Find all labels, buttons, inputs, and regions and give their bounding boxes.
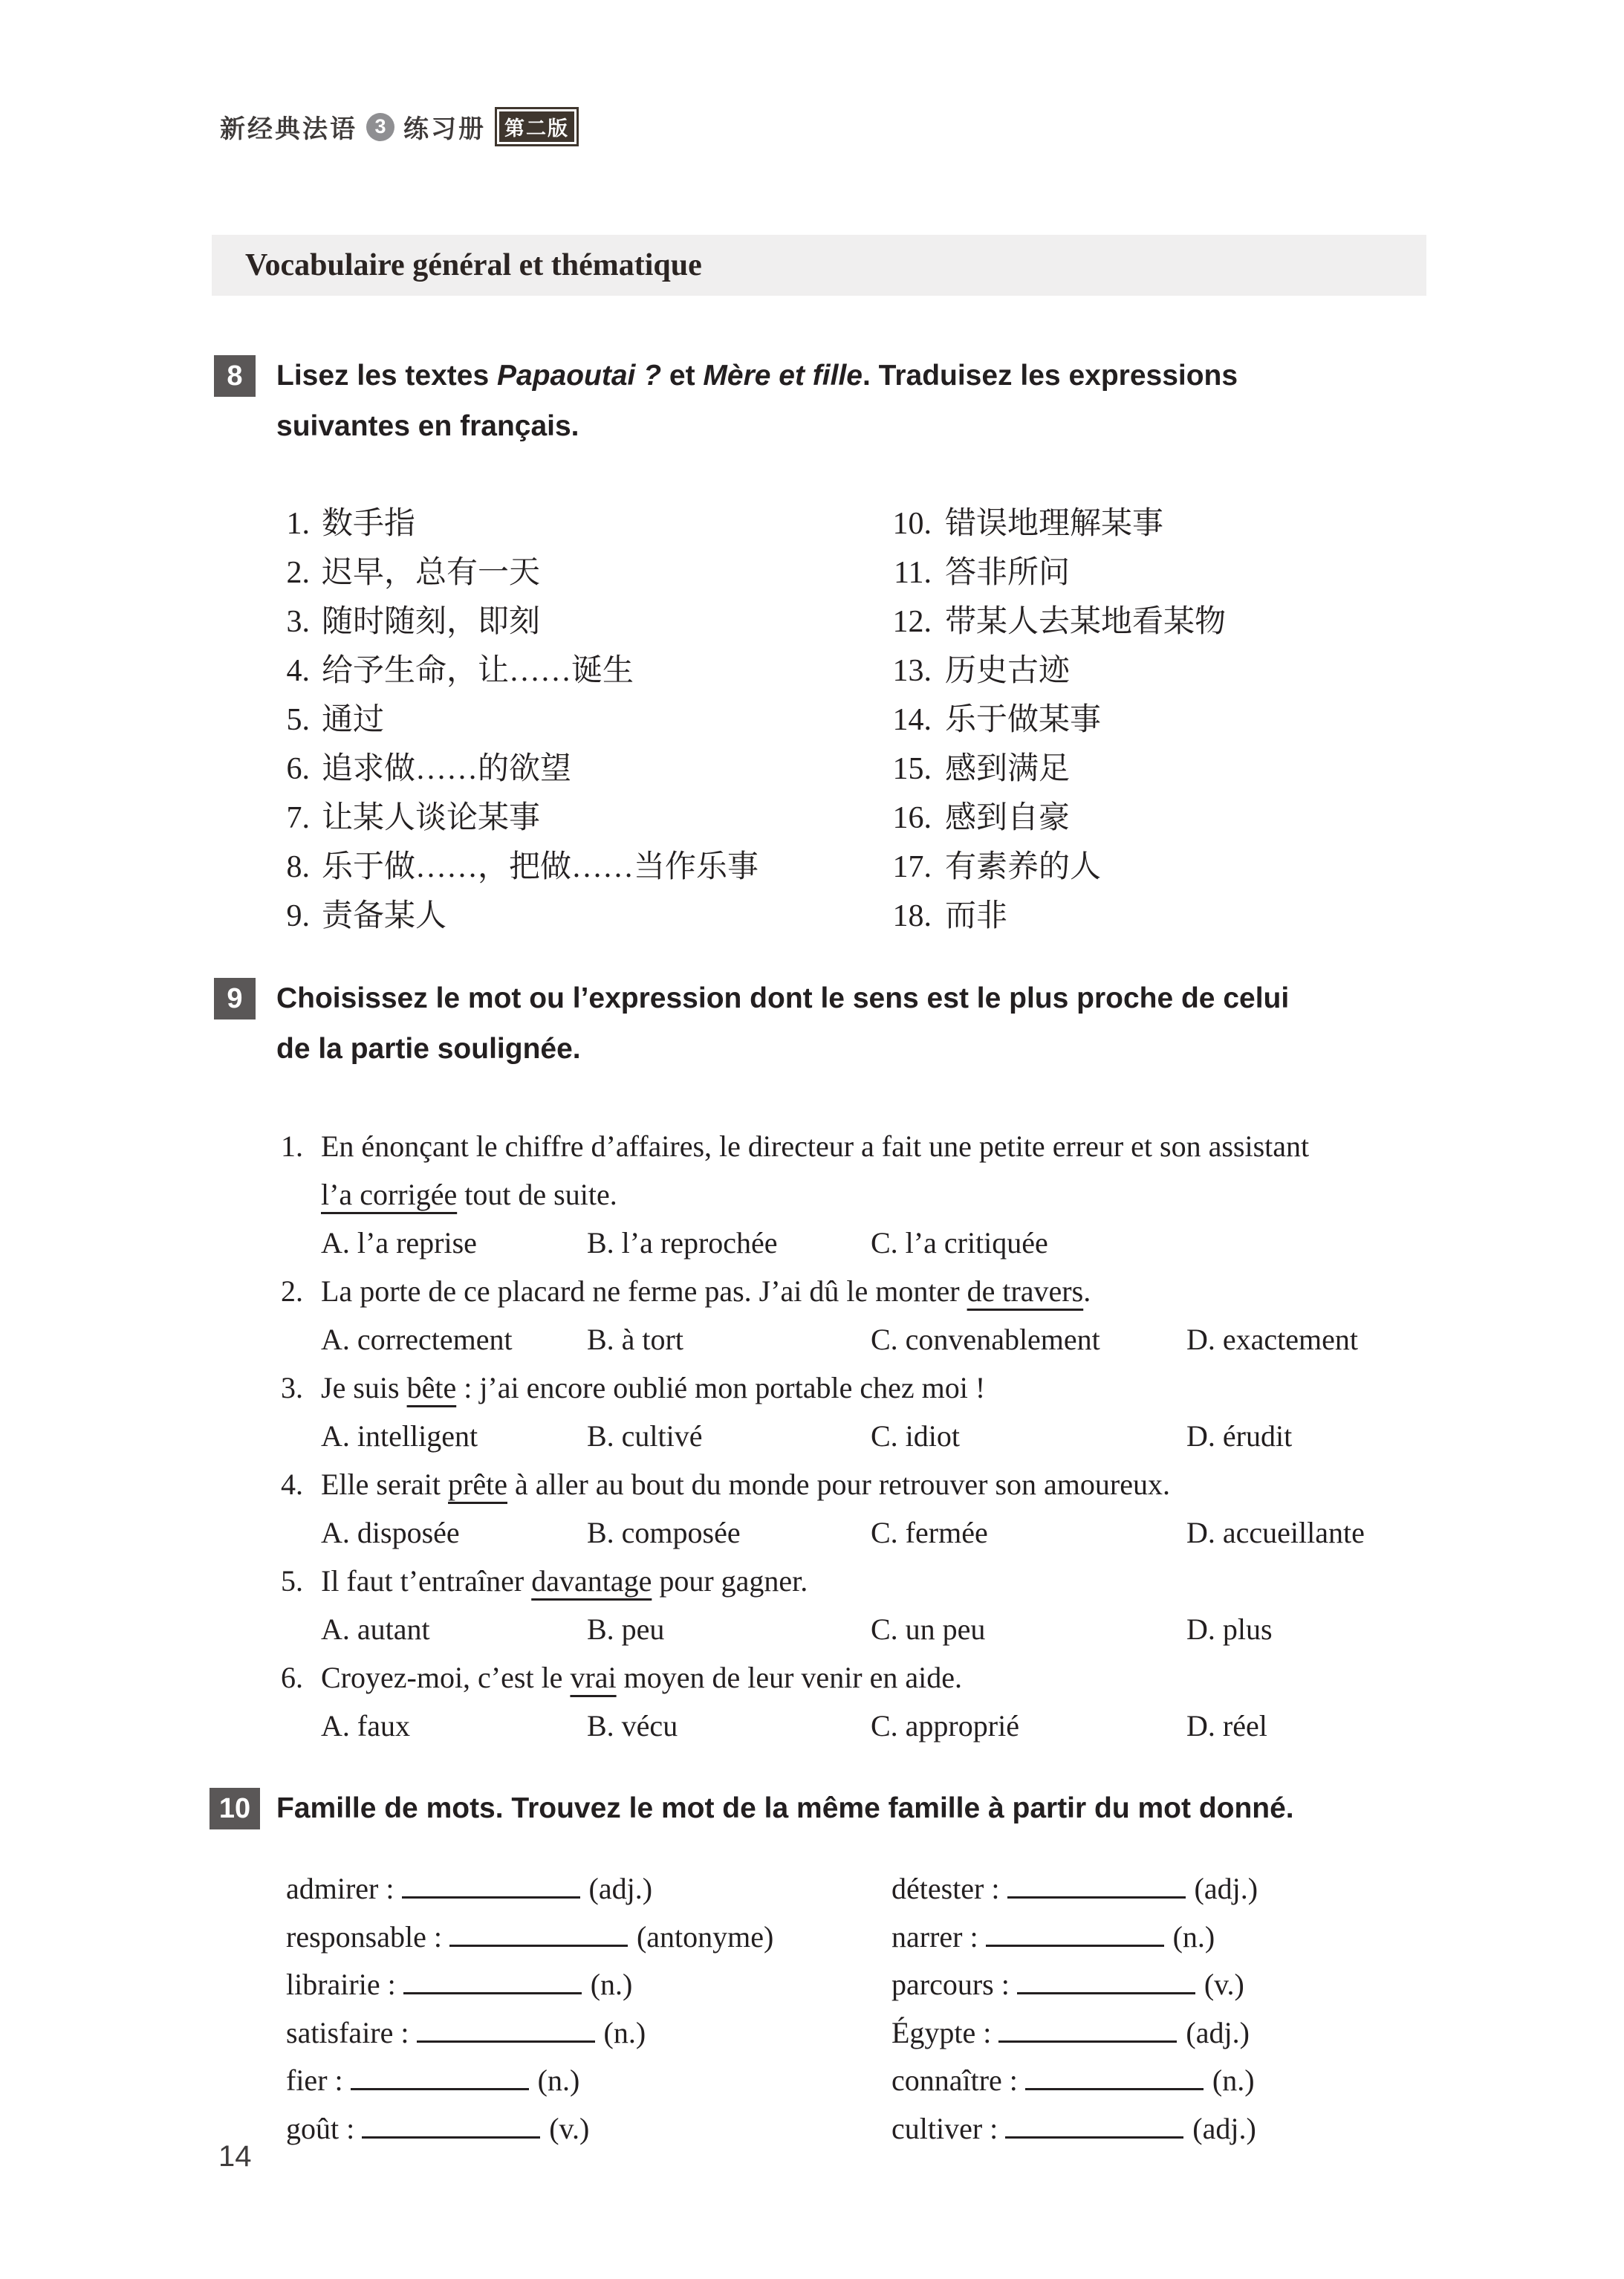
option-c: C. approprié: [871, 1709, 1019, 1743]
item-text: 乐于做……，把做……当作乐事: [322, 850, 759, 884]
word-family-item: [286, 2105, 851, 2153]
item-text: 迟早，总有一天: [322, 556, 541, 590]
text-title-italic: Papaoutai ?: [497, 360, 662, 392]
word-family-item: [286, 2009, 851, 2058]
pos-tag: (v.): [1204, 1968, 1244, 2001]
pos-tag: (v.): [549, 2111, 590, 2145]
item-text: 历史古迹: [945, 654, 1071, 688]
item-text: 感到满足: [945, 752, 1071, 786]
exercise-10-instruction: Famille de mots. Trouvez le mot de la même famille à partir du mot donné.: [276, 1792, 1294, 1824]
answer-blank: [986, 1919, 1164, 1947]
vocab-item: [889, 646, 1483, 696]
pos-tag: (n.): [1172, 1919, 1215, 1954]
item-number: 6.: [286, 752, 310, 786]
series-title: 练习册: [403, 115, 486, 143]
vocab-item: [280, 597, 845, 646]
pos-tag: (adj.): [1192, 2111, 1256, 2145]
section-banner: [212, 235, 1426, 296]
answer-blank: [403, 1967, 582, 1994]
word-family-item: [891, 2057, 1486, 2105]
vocab-list-right: [889, 499, 1483, 941]
vocab-item: [280, 646, 845, 696]
option-a: A. disposée: [321, 1516, 460, 1549]
item-text: 让某人谈论某事: [322, 801, 541, 835]
item-text: 通过: [322, 703, 385, 737]
underlined-part: l’a corrigée: [321, 1178, 458, 1211]
vocab-item: [889, 843, 1483, 892]
vocab-item: [280, 843, 845, 892]
question-4-text: 4. Elle serait prête à aller au bout du monde pour retrouver son amoureux.: [281, 1460, 1477, 1508]
page-number: 14: [218, 2140, 252, 2173]
item-number: 15.: [892, 752, 932, 786]
option-b: B. vécu: [587, 1709, 678, 1743]
item-number: 11.: [894, 556, 932, 590]
vocab-item: [280, 745, 845, 794]
answer-blank: [998, 2015, 1177, 2043]
item-number: 7.: [286, 801, 310, 835]
answer-blank: [402, 1871, 580, 1899]
item-number: 1.: [286, 507, 310, 541]
option-c: C. un peu: [871, 1612, 986, 1646]
vocab-item: [889, 499, 1483, 548]
option-a: A. l’a reprise: [321, 1226, 477, 1260]
answer-blank: [1005, 2111, 1183, 2139]
answer-blank: [417, 2015, 595, 2043]
word-family-item: [891, 1961, 1486, 2009]
option-b: B. à tort: [587, 1323, 683, 1356]
item-number: 17.: [892, 850, 932, 884]
option-d: D. réel: [1186, 1709, 1267, 1743]
text-title-italic: Mère et fille: [703, 360, 863, 392]
word-family-list-left: [286, 1865, 851, 2153]
vocab-item: [889, 892, 1483, 941]
item-text: 乐于做某事: [945, 703, 1102, 737]
word-family-item: [286, 1961, 851, 2009]
word-family-item: [286, 1913, 851, 1962]
given-word: admirer :: [286, 1872, 394, 1905]
item-number: 8.: [286, 850, 310, 884]
vocab-item: [889, 745, 1483, 794]
pos-tag: (n.): [537, 2064, 580, 2097]
pos-tag: (n.): [590, 1968, 633, 2001]
option-b: B. cultivé: [587, 1419, 703, 1453]
item-number: 12.: [892, 605, 932, 639]
word-family-item: [891, 1865, 1486, 1913]
answer-blank: [362, 2111, 540, 2139]
instruction-line-1: Lisez les textes Papaoutai ? et Mère et fille. Traduisez les expressions: [276, 360, 1238, 392]
item-number: 10.: [892, 507, 932, 541]
option-d: D. érudit: [1186, 1419, 1293, 1453]
option-c: C. l’a critiquée: [871, 1226, 1048, 1260]
vocab-item: [889, 597, 1483, 646]
answer-blank: [1025, 2063, 1204, 2090]
item-text: 数手指: [322, 507, 416, 541]
exercise-9-instruction: [276, 973, 1465, 1074]
item-number: 3.: [286, 605, 310, 639]
item-text: 感到自豪: [945, 801, 1071, 835]
instruction-line-1: Choisissez le mot ou l’expression dont le sens est le plus proche de celui: [276, 982, 1290, 1014]
given-word: détester :: [891, 1872, 1000, 1905]
word-family-item: [286, 2057, 851, 2105]
given-word: connaître :: [891, 2064, 1018, 2097]
exercise-9-number: 9: [214, 978, 256, 1019]
item-text: 而非: [945, 899, 1008, 933]
item-number: 18.: [892, 899, 932, 933]
option-c: C. convenablement: [871, 1323, 1100, 1356]
vocab-item: [280, 548, 845, 597]
edition-badge: 第二版: [495, 107, 579, 146]
underlined-part: prête: [448, 1468, 507, 1501]
word-family-item: [891, 2105, 1486, 2153]
question-4-options: [281, 1508, 1477, 1557]
item-text: 答非所问: [945, 556, 1071, 590]
question-6-options: [281, 1702, 1477, 1750]
option-a: A. faux: [321, 1709, 410, 1743]
question-number: 1.: [281, 1129, 303, 1163]
item-text: 带某人去某地看某物: [945, 605, 1227, 639]
vocab-item: [889, 696, 1483, 745]
question-2-text: 2. La porte de ce placard ne ferme pas. J’ai dû le monter de travers.: [281, 1267, 1477, 1315]
pos-tag: (adj.): [1194, 1872, 1258, 1905]
item-number: 9.: [286, 899, 310, 933]
question-3-options: [281, 1412, 1477, 1460]
given-word: cultiver :: [891, 2111, 998, 2145]
given-word: satisfaire :: [286, 2015, 409, 2049]
given-word: fier :: [286, 2064, 343, 2097]
answer-blank: [351, 2063, 529, 2090]
option-a: A. intelligent: [321, 1419, 478, 1453]
underlined-part: de travers: [967, 1274, 1084, 1308]
page-header: [220, 107, 579, 146]
question-number: 6.: [281, 1661, 303, 1694]
given-word: Égypte :: [891, 2015, 992, 2049]
item-text: 追求做……的欲望: [322, 752, 572, 786]
item-number: 13.: [892, 654, 932, 688]
option-d: D. plus: [1186, 1612, 1273, 1646]
item-number: 14.: [892, 703, 932, 737]
exercise-9-questions: [281, 1122, 1477, 1750]
exercise-8-instruction: [276, 351, 1465, 452]
vocab-item: [280, 499, 845, 548]
given-word: responsable :: [286, 1919, 442, 1954]
item-number: 5.: [286, 703, 310, 737]
item-text: 错误地理解某事: [945, 507, 1164, 541]
option-b: B. composée: [587, 1516, 741, 1549]
question-3-text: 3. Je suis bête : j’ai encore oublié mon portable chez moi !: [281, 1364, 1477, 1412]
word-family-item: [891, 2009, 1486, 2058]
question-number: 2.: [281, 1274, 303, 1308]
underlined-part: bête: [406, 1371, 457, 1404]
instruction-line-2: de la partie soulignée.: [276, 1033, 581, 1065]
question-2-options: [281, 1315, 1477, 1364]
answer-blank: [1017, 1967, 1195, 1994]
item-text: 随时随刻，即刻: [322, 605, 541, 639]
question-number: 5.: [281, 1564, 303, 1598]
underlined-part: davantage: [531, 1564, 652, 1598]
given-word: narrer :: [891, 1919, 978, 1954]
question-1-text: 1. En énonçant le chiffre d’affaires, le directeur a fait une petite erreur et son assistant: [281, 1122, 1477, 1170]
instruction-line-2: suivantes en français.: [276, 410, 579, 442]
answer-blank: [1007, 1871, 1186, 1899]
option-c: C. idiot: [871, 1419, 961, 1453]
given-word: librairie :: [286, 1968, 396, 2001]
exercise-10-number: 10: [210, 1788, 260, 1829]
item-text: 责备某人: [322, 899, 447, 933]
vocab-item: [280, 794, 845, 843]
vocab-item: [889, 794, 1483, 843]
pos-tag: (n.): [1212, 2064, 1255, 2097]
question-1-options: [281, 1219, 1477, 1267]
item-text: 给予生命，让……诞生: [322, 654, 634, 688]
option-c: C. fermée: [871, 1516, 988, 1549]
underlined-part: vrai: [570, 1661, 617, 1694]
question-number: 3.: [281, 1371, 303, 1404]
item-text: 有素养的人: [945, 850, 1102, 884]
option-a: A. correctement: [321, 1323, 513, 1356]
answer-blank: [449, 1919, 628, 1947]
given-word: goût :: [286, 2111, 355, 2145]
volume-badge: 3: [366, 113, 394, 141]
question-5-options: [281, 1605, 1477, 1653]
pos-tag: (adj.): [588, 1872, 653, 1905]
option-d: D. accueillante: [1186, 1516, 1365, 1549]
option-d: D. exactement: [1186, 1323, 1358, 1356]
question-number: 4.: [281, 1468, 303, 1501]
item-number: 4.: [286, 654, 310, 688]
brand-title: 新经典法语: [220, 115, 357, 143]
pos-tag: (adj.): [1186, 2015, 1250, 2049]
word-family-item: [286, 1865, 851, 1913]
item-number: 2.: [286, 556, 310, 590]
vocab-item: [280, 892, 845, 941]
vocab-item: [280, 696, 845, 745]
pos-tag: (antonyme): [636, 1919, 774, 1954]
word-family-list-right: [891, 1865, 1486, 2153]
question-1-text-cont: l’a corrigée tout de suite.: [321, 1178, 617, 1211]
item-number: 16.: [892, 801, 932, 835]
pos-tag: (n.): [603, 2015, 646, 2049]
option-b: B. peu: [587, 1612, 665, 1646]
exercise-8-number: 8: [214, 355, 256, 397]
option-b: B. l’a reprochée: [587, 1226, 778, 1260]
vocab-item: [889, 548, 1483, 597]
option-a: A. autant: [321, 1612, 430, 1646]
section-title: Vocabulaire général et thématique: [245, 248, 702, 282]
question-5-text: 5. Il faut t’entraîner davantage pour gagner.: [281, 1557, 1477, 1605]
question-6-text: 6. Croyez-moi, c’est le vrai moyen de leur venir en aide.: [281, 1653, 1477, 1702]
word-family-item: [891, 1913, 1486, 1962]
given-word: parcours :: [891, 1968, 1010, 2001]
vocab-list-left: [280, 499, 845, 941]
